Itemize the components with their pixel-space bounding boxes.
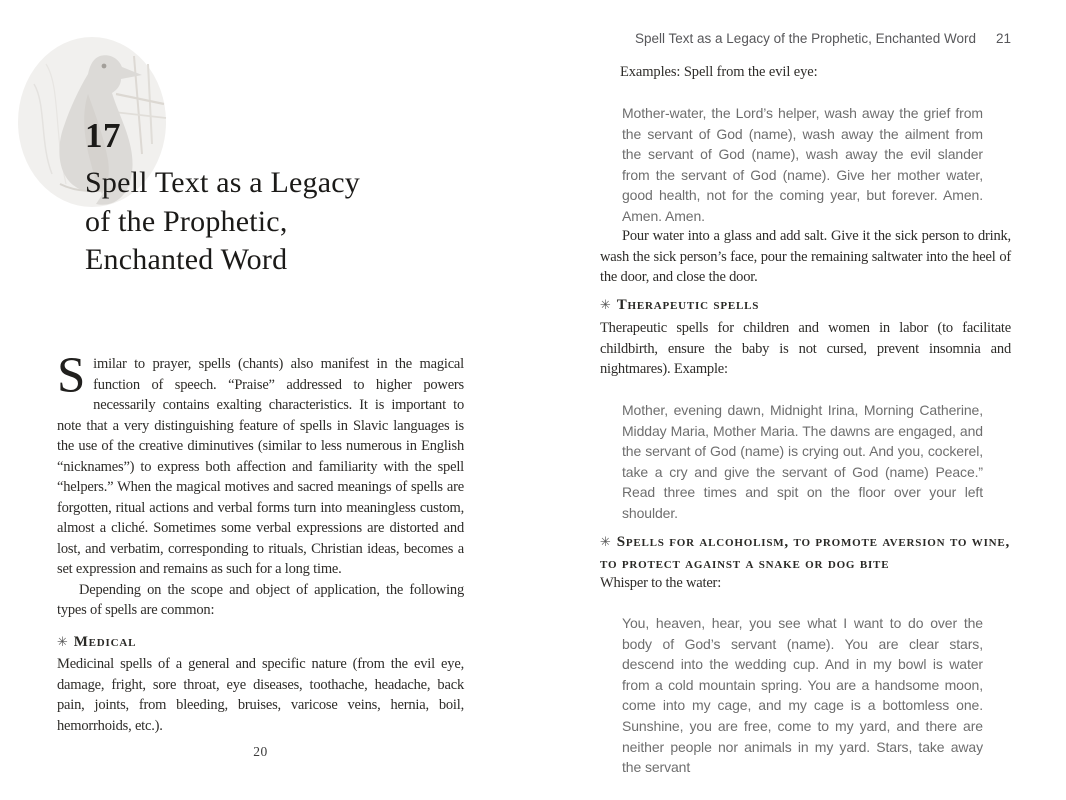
alcoholism-heading-line-1 — [600, 532, 1020, 554]
section-star-icon: ✳ — [600, 298, 612, 313]
whisper-line: Whisper to the water: — [600, 575, 722, 591]
therapeutic-heading-text: Therapeutic spells — [616, 297, 760, 313]
examples-line: Examples: Spell from the evil eye: — [620, 64, 818, 80]
chapter-title — [85, 164, 465, 280]
section-star-icon: ✳ — [57, 634, 69, 650]
chapter-title-line-1: Spell Text as a Legacy — [85, 166, 360, 199]
alcoholism-heading-text-1: Spells for alcoholism, to promote aversion to wine, — [616, 534, 1011, 550]
chapter-title-line-2: of the Prophetic, — [85, 204, 288, 238]
running-header-title: Spell Text as a Legacy of the Prophetic, Enchanted Word — [635, 31, 976, 46]
therapeutic-section-heading — [600, 297, 1011, 314]
right-page-number: 21 — [995, 31, 1011, 46]
spell-block-heaven: You, heaven, hear, you see what I want to do over the body of God’s servant (name). You are clear stars, descend into the wedding cup. And in my bowl is water from a cold mountain spring. You are a handsome moon, come into my cage, and my cage is a bottomless one. Sunshine, you are free, come to my yard, and there are neither people nor animals in my yard. Stars, take away the servant — [622, 615, 983, 776]
left-page-number: 20 — [253, 744, 268, 759]
chapter-title-line-3: Enchanted Word — [85, 243, 288, 276]
alcoholism-heading-line-2: to protect against a snake or dog bite — [600, 555, 890, 572]
intro-paragraph — [57, 348, 464, 580]
spell-block-childbirth: Mother, evening dawn, Midnight Irina, Morning Catherine, Midday Maria, Mother Maria. The dawns are engaged, and the servant of God (name) is crying out. And you, cockerel, take a cry and give the servant of God (name) Peace.” Read three times and spit on the floor over your left shoulder. — [622, 402, 983, 521]
therapeutic-body-paragraph: Therapeutic spells for children and women in labor (to facilitate childbirth, ensure the baby is not cursed, prevent insomnia and nightmares). Example: — [600, 320, 1011, 377]
medical-body-paragraph: Medicinal spells of a general and specific nature (from the evil eye, damage, fright, sore throat, eye diseases, toothache, headache, back pain, joints, from bleeding, bruises, varicose veins, hernia, boil, hemorrhoids, etc.). — [57, 656, 464, 734]
running-header — [560, 31, 1011, 46]
medical-heading-text: Medical — [73, 633, 137, 650]
chapter-heading — [85, 118, 465, 280]
chapter-number: 17 — [85, 116, 121, 155]
depending-paragraph: Depending on the scope and object of application, the following types of spells are common: — [57, 581, 464, 618]
left-page-body — [57, 348, 464, 736]
drop-cap: S — [57, 348, 86, 404]
pour-water-paragraph: Pour water into a glass and add salt. Give it the sick person to drink, wash the sick person’s face, pour the remaining saltwater into the heel of the door, and close the door. — [600, 228, 1011, 285]
alcoholism-section-heading — [600, 532, 1020, 575]
spell-block-evil-eye: Mother-water, the Lord’s helper, wash away the grief from the servant of God (name), wash away the ailment from the servant of God (name), wash away the evil slander from the servant of God (name). Give her mother water, good health, not for the coming year, but forever. Amen. Amen. Amen. — [622, 105, 983, 224]
medical-section-heading — [57, 632, 464, 654]
intro-paragraph-text: imilar to prayer, spells (chants) also manifest in the magical function of speech. “Praise” addressed to higher powers necessarily contains exalting characteristics. It is important to note that a very distinguishing feature of spells in Slavic languages is the use of the creative diminutives (similar to less numerous in English “nicknames”) to express both affection and familiarity with the spell “helpers.” When the magical motives and sacred meanings of spells are forgotten, ritual actions and verbal forms turn into meaningless custom, almost a cliché. Sometimes some verbal expressions are distorted and lost, and verbatim, corresponding to rituals, Christian ideas, becomes a set expression and remains as such for a long time. — [57, 356, 464, 577]
section-star-icon: ✳ — [600, 535, 612, 550]
